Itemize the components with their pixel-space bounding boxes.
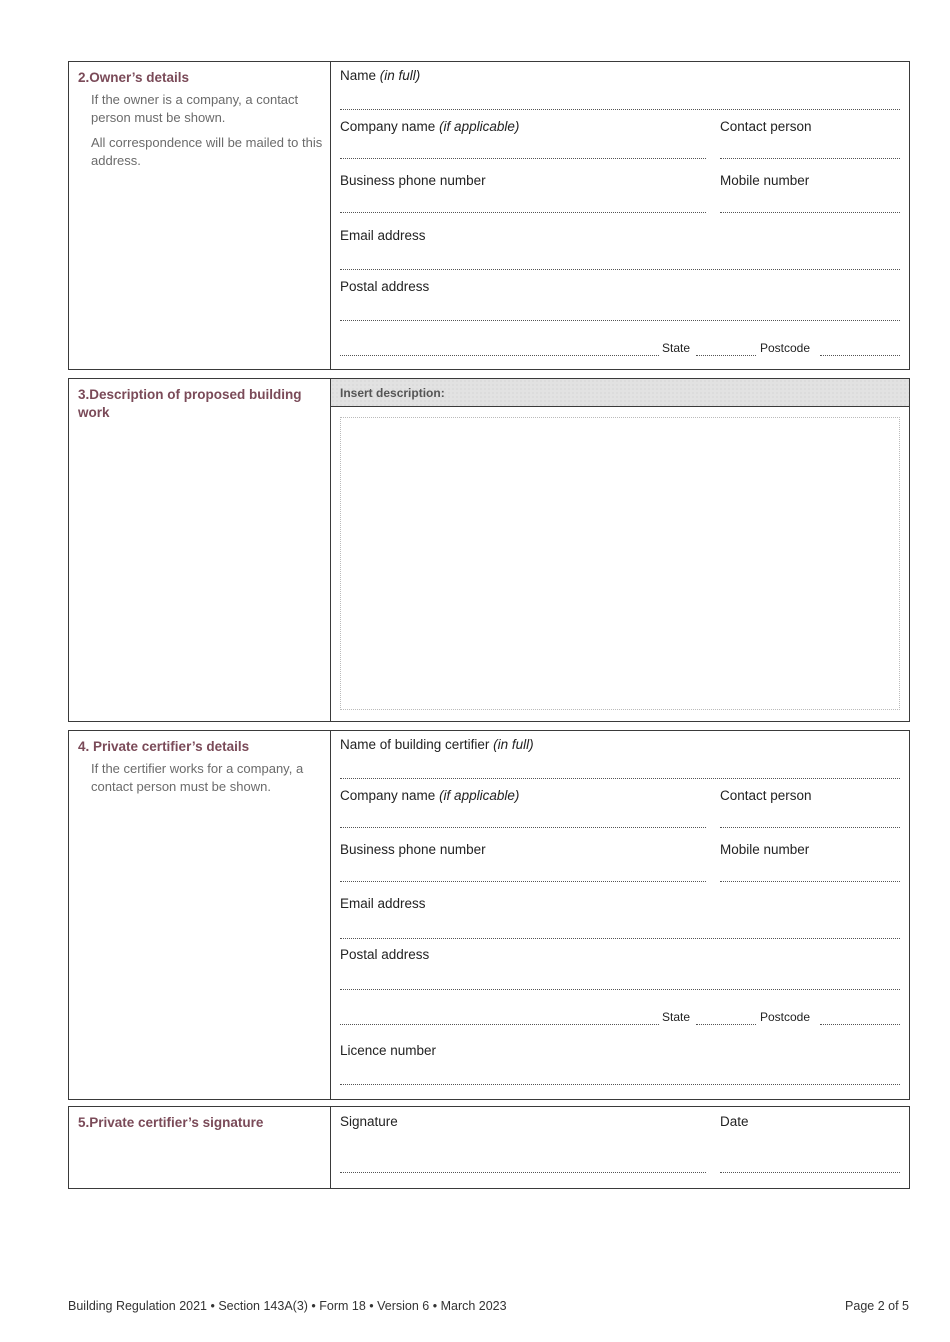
owner-state-label: State xyxy=(662,341,691,355)
certifier-name-label: Name of building certifier (in full) xyxy=(340,737,534,752)
owner-name-label: Name (in full) xyxy=(340,68,421,83)
owner-mobile-field[interactable] xyxy=(720,212,900,213)
signature-heading-cell xyxy=(69,1107,331,1188)
date-field[interactable] xyxy=(720,1172,900,1173)
certifier-postal-field-1[interactable] xyxy=(340,989,900,990)
building-work-description-section xyxy=(68,378,910,722)
date-label: Date xyxy=(720,1114,749,1129)
owner-email-label: Email address xyxy=(340,228,426,243)
owner-state-field[interactable] xyxy=(696,355,756,356)
certifier-signature-section xyxy=(68,1106,910,1189)
description-textarea[interactable] xyxy=(340,417,900,710)
owners-details-fields xyxy=(331,62,909,369)
owner-postcode-label: Postcode xyxy=(760,341,811,355)
owner-postal-field-1[interactable] xyxy=(340,320,900,321)
footer-form-reference: Building Regulation 2021 • Section 143A(3) • Form 18 • Version 6 • March 2023 xyxy=(68,1299,507,1313)
private-certifier-details-section xyxy=(68,730,910,1100)
certifier-details-fields xyxy=(331,731,909,1099)
certifier-state-label: State xyxy=(662,1010,691,1024)
signature-fields xyxy=(331,1107,909,1188)
certifier-name-field[interactable] xyxy=(340,778,900,779)
owner-company-label: Company name (if applicable) xyxy=(340,119,520,134)
section-title-text: Private certifier’s signature xyxy=(89,1115,264,1130)
section-title-text: Owner’s details xyxy=(89,70,190,85)
certifier-heading-cell xyxy=(69,731,331,1099)
section-number: 2. xyxy=(78,70,90,85)
section-title xyxy=(78,69,323,87)
section-title xyxy=(78,386,323,422)
footer-page-number: Page 2 of 5 xyxy=(845,1299,909,1313)
owner-company-note: If the owner is a company, a contact person must be shown. xyxy=(91,92,299,125)
certifier-email-field[interactable] xyxy=(340,938,900,939)
certifier-phone-field[interactable] xyxy=(340,881,706,882)
licence-number-label: Licence number xyxy=(340,1043,437,1058)
certifier-company-field[interactable] xyxy=(340,827,706,828)
licence-number-field[interactable] xyxy=(340,1084,900,1085)
owner-phone-label: Business phone number xyxy=(340,173,486,188)
owner-email-field[interactable] xyxy=(340,269,900,270)
certifier-company-label: Company name (if applicable) xyxy=(340,788,520,803)
description-fields xyxy=(331,379,909,721)
certifier-postcode-label: Postcode xyxy=(760,1010,811,1024)
section-number: 4. xyxy=(78,739,94,754)
owner-postcode-field[interactable] xyxy=(820,355,900,356)
correspondence-note: All correspondence will be mailed to this address. xyxy=(91,135,323,168)
certifier-state-field[interactable] xyxy=(696,1024,756,1025)
owner-postal-field-2[interactable] xyxy=(340,355,659,356)
certifier-postcode-field[interactable] xyxy=(820,1024,900,1025)
owner-contact-field[interactable] xyxy=(720,158,900,159)
owner-phone-field[interactable] xyxy=(340,212,706,213)
certifier-postal-field-2[interactable] xyxy=(340,1024,659,1025)
section-title xyxy=(78,738,323,756)
certifier-contact-field[interactable] xyxy=(720,827,900,828)
certifier-email-label: Email address xyxy=(340,896,426,911)
owner-company-field[interactable] xyxy=(340,158,706,159)
signature-label: Signature xyxy=(340,1114,398,1129)
certifier-contact-label: Contact person xyxy=(720,788,812,803)
signature-field[interactable] xyxy=(340,1172,706,1173)
owner-contact-label: Contact person xyxy=(720,119,812,134)
certifier-mobile-field[interactable] xyxy=(720,881,900,882)
certifier-postal-label: Postal address xyxy=(340,947,430,962)
section-number: 3. xyxy=(78,387,90,402)
section-number: 5. xyxy=(78,1115,90,1130)
owner-postal-label: Postal address xyxy=(340,279,430,294)
owners-details-heading-cell xyxy=(69,62,331,369)
section-title xyxy=(78,1114,323,1132)
owners-details-section xyxy=(68,61,910,370)
insert-description-label: Insert description: xyxy=(340,386,445,400)
certifier-company-note: If the certifier works for a company, a contact person must be shown. xyxy=(91,761,304,794)
description-heading-cell xyxy=(69,379,331,721)
section-title-text: Private certifier’s details xyxy=(93,739,250,754)
certifier-phone-label: Business phone number xyxy=(340,842,486,857)
owner-name-field[interactable] xyxy=(340,109,900,110)
insert-description-bar xyxy=(331,379,909,407)
certifier-mobile-label: Mobile number xyxy=(720,842,810,857)
section-title-text: Description of proposed building work xyxy=(78,387,302,420)
owner-mobile-label: Mobile number xyxy=(720,173,810,188)
